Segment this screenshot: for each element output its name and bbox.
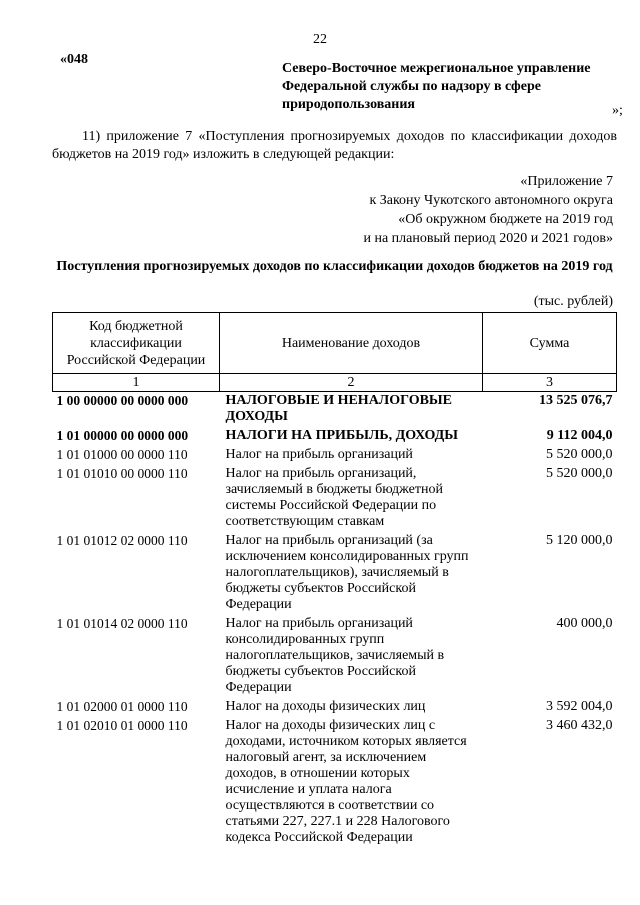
header-name: Наименование доходов: [220, 313, 483, 374]
appendix-line-4: и на плановый период 2020 и 2021 годов»: [363, 231, 613, 246]
table-row: [53, 446, 617, 465]
amount-cell: 5 520 000,0: [546, 447, 613, 462]
amendment-paragraph: 11) приложение 7 «Поступления прогнозируемых доходов по классификации доходов бюджетов на 2019 год» изложить в следующей редакции:: [52, 129, 617, 162]
name-cell: Налог на прибыль организаций (за исключением консолидированных групп налогоплательщиков), зачисляемый в бюджеты субъектов Российской Федерации: [225, 533, 469, 612]
name-cell: Налог на доходы физических лиц: [225, 699, 426, 714]
appendix-line-1: «Приложение 7: [520, 174, 613, 189]
table-title: Поступления прогнозируемых доходов по классификации доходов бюджетов на 2019 год: [56, 259, 613, 274]
header-code: Код бюджетной классификации Российской Федерации: [53, 313, 220, 374]
name-cell: НАЛОГИ НА ПРИБЫЛЬ, ДОХОДЫ: [225, 428, 459, 443]
amount-cell: 3 460 432,0: [546, 718, 613, 733]
name-cell: Налог на прибыль организаций: [225, 447, 413, 462]
agency-name: Северо-Восточное межрегиональное управление Федеральной службы по надзору в сфере природопользования: [282, 61, 591, 112]
name-cell: Налог на прибыль организаций, зачисляемый в бюджеты бюджетной системы Российской Федерации по соответствующим ставкам: [225, 466, 443, 529]
code-cell: 1 01 02010 01 0000 110: [56, 718, 188, 733]
name-cell: НАЛОГОВЫЕ И НЕНАЛОГОВЫЕ ДОХОДЫ: [225, 393, 453, 424]
code-cell: 1 01 00000 00 0000 000: [56, 428, 189, 443]
table-row: [53, 532, 617, 615]
page-number: 22: [313, 32, 327, 47]
code-cell: 1 01 02000 01 0000 110: [56, 699, 188, 714]
table-row: [53, 427, 617, 446]
appendix-line-3: «Об окружном бюджете на 2019 год: [398, 212, 613, 227]
code-cell: 1 00 00000 00 0000 000: [56, 393, 189, 408]
column-number: 1: [53, 374, 220, 392]
top-code: «048: [60, 52, 88, 67]
code-cell: 1 01 01014 02 0000 110: [56, 616, 188, 631]
table-row: [53, 392, 617, 428]
revenue-table: [52, 312, 617, 848]
code-cell: 1 01 01000 00 0000 110: [56, 447, 188, 462]
amount-cell: 3 592 004,0: [546, 699, 613, 714]
table-row: [53, 698, 617, 717]
table-row: [53, 717, 617, 848]
amount-cell: 9 112 004,0: [546, 428, 613, 443]
column-number: 2: [220, 374, 483, 392]
end-quote: »;: [612, 103, 623, 118]
code-cell: 1 01 01012 02 0000 110: [56, 533, 188, 548]
appendix-line-2: к Закону Чукотского автономного округа: [369, 193, 613, 208]
table-row: [53, 615, 617, 698]
name-cell: Налог на прибыль организаций консолидированных групп налогоплательщиков, зачисляемый в бюджеты субъектов Российской Федерации: [225, 616, 445, 695]
column-number: 3: [483, 374, 617, 392]
amount-cell: 5 120 000,0: [546, 533, 613, 548]
table-header-row: [53, 313, 617, 374]
name-cell: Налог на доходы физических лиц с доходами, источником которых является налоговый агент, за исключением доходов, в отношении которых исчисление и уплата налога осуществляются в соответствии со статьями 227, 227.1 и 228 Налогового кодекса Российской Федерации: [225, 718, 467, 845]
amount-cell: 13 525 076,7: [539, 393, 613, 408]
table-row: [53, 465, 617, 532]
header-amount: Сумма: [483, 313, 617, 374]
appendix-reference: [363, 172, 613, 248]
code-cell: 1 01 01010 00 0000 110: [56, 466, 188, 481]
amount-cell: 400 000,0: [556, 616, 613, 631]
amount-cell: 5 520 000,0: [546, 466, 613, 481]
column-number-row: [53, 374, 617, 392]
units-label: (тыс. рублей): [533, 294, 613, 309]
